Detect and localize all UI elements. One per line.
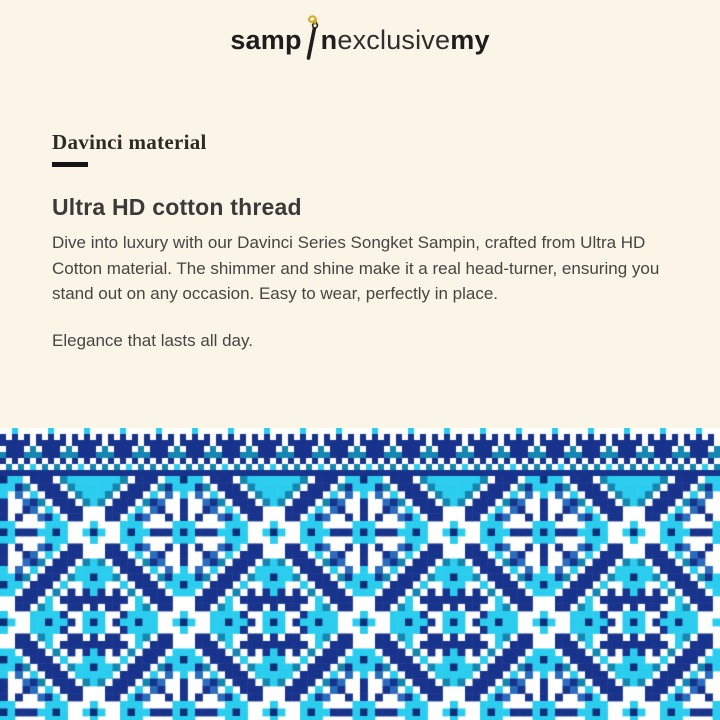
needle-icon	[303, 15, 320, 61]
product-description: Dive into luxury with our Davinci Series Songket Sampin, crafted from Ultra HD Cotton material. The shimmer and shine make it a real head-turner, ensuring you stand out on any occasion. Easy to wear, perfectly in place.	[52, 233, 660, 303]
logo-text-n: n	[320, 25, 338, 55]
product-title: Ultra HD cotton thread	[52, 194, 302, 220]
logo-text-exclusive: exclusive	[337, 25, 451, 55]
logo-text-my: my	[450, 25, 490, 55]
songket-pattern-image	[0, 428, 720, 720]
logo-text-samp: samp	[230, 25, 302, 55]
tagline: Elegance that lasts all day.	[52, 331, 253, 350]
brand-logo	[0, 16, 720, 64]
section-label: Davinci material	[52, 130, 207, 154]
accent-rule	[52, 162, 88, 167]
